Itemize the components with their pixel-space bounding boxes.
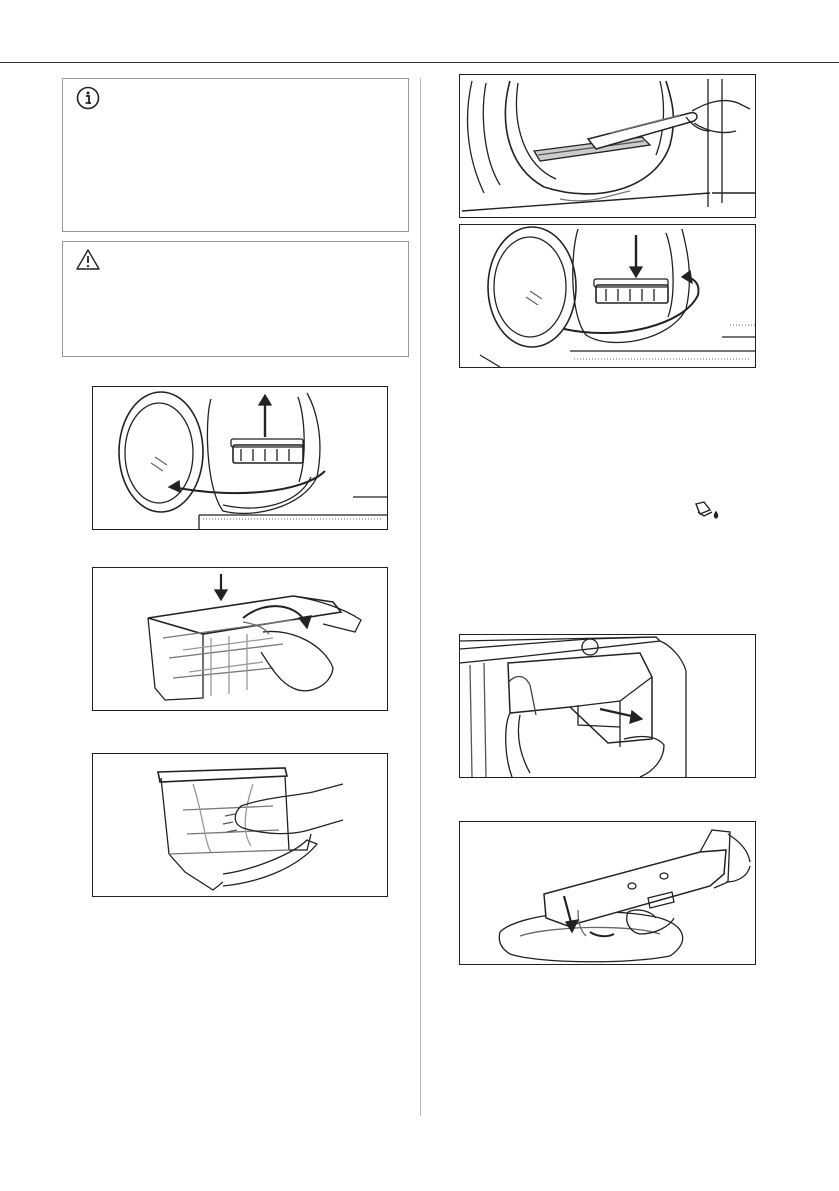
figure-pull-water-container [459, 634, 756, 778]
info-notice-box [62, 78, 409, 232]
figure-vacuum-seat [459, 74, 756, 218]
info-icon [75, 85, 101, 116]
figure-empty-water-container [459, 821, 756, 965]
top-rule [0, 62, 839, 63]
water-container-pour-icon [694, 500, 722, 527]
figure-open-filter [92, 567, 388, 711]
figure-clean-filter [92, 753, 388, 897]
column-divider [420, 78, 421, 1116]
warning-notice-box [62, 241, 409, 357]
warning-icon [75, 248, 101, 277]
figure-remove-filter [92, 386, 388, 530]
figure-insert-filter [459, 224, 756, 368]
